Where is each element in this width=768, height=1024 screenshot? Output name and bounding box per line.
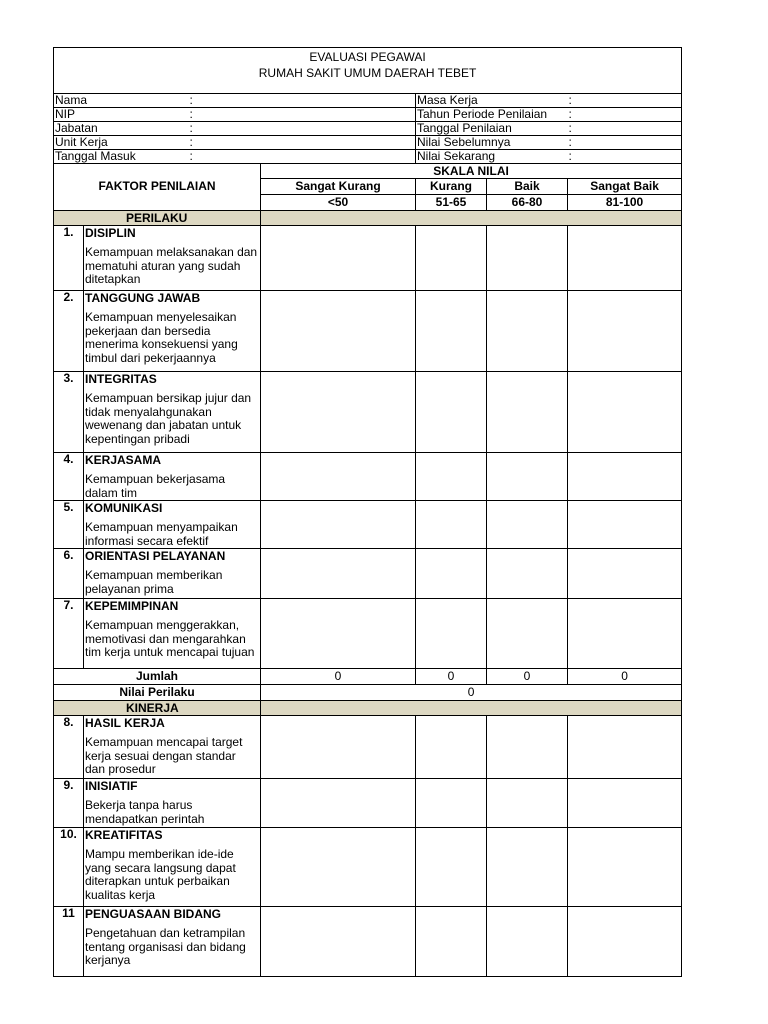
info-right-value[interactable]: : <box>568 94 682 108</box>
section-row-perilaku <box>54 211 682 226</box>
score-cell-kurang[interactable] <box>416 501 487 549</box>
info-right-label: Tahun Periode Penilaian <box>416 108 568 122</box>
section-label-kinerja: KINERJA <box>54 701 261 716</box>
score-cell-sangat-baik[interactable] <box>568 226 682 291</box>
criterion-row <box>54 291 682 372</box>
scale-level-name: Sangat Baik <box>568 179 682 195</box>
criterion-description: Kemampuan bekerjasama dalam tim <box>85 472 226 500</box>
criterion-row <box>54 226 682 291</box>
score-cell-kurang[interactable] <box>416 716 487 779</box>
info-row <box>54 122 682 136</box>
info-left-value[interactable]: : <box>189 136 416 150</box>
info-right-label: Nilai Sebelumnya <box>416 136 568 150</box>
score-cell-sangat-kurang[interactable] <box>261 907 416 977</box>
score-cell-sangat-baik[interactable] <box>568 291 682 372</box>
jumlah-value: 0 <box>261 669 416 685</box>
criterion-row <box>54 501 682 549</box>
score-cell-kurang[interactable] <box>416 226 487 291</box>
score-cell-kurang[interactable] <box>416 828 487 907</box>
criterion-description: Kemampuan mencapai target kerja sesuai dengan standar dan prosedur <box>85 735 243 776</box>
criterion-cell <box>84 549 261 599</box>
score-cell-sangat-kurang[interactable] <box>261 501 416 549</box>
score-cell-sangat-kurang[interactable] <box>261 453 416 501</box>
criterion-number: 5. <box>54 501 84 549</box>
criterion-row <box>54 907 682 977</box>
jumlah-value: 0 <box>568 669 682 685</box>
score-cell-baik[interactable] <box>487 779 568 828</box>
info-left-label: Tanggal Masuk <box>54 150 189 164</box>
criterion-number: 6. <box>54 549 84 599</box>
criterion-description: Kemampuan melaksanakan dan mematuhi aturan yang sudah ditetapkan <box>85 245 258 286</box>
skala-nilai-header: SKALA NILAI <box>261 164 682 179</box>
info-right-value[interactable]: : <box>568 108 682 122</box>
jumlah-label: Jumlah <box>54 669 261 685</box>
scale-level-name: Sangat Kurang <box>261 179 416 195</box>
nilai-perilaku-row <box>54 685 682 701</box>
scale-level-name: Baik <box>487 179 568 195</box>
criterion-cell <box>84 291 261 372</box>
nilai-perilaku-value: 0 <box>261 685 682 701</box>
criterion-row <box>54 779 682 828</box>
criterion-title: DISIPLIN <box>85 226 136 240</box>
info-right-value[interactable]: : <box>568 136 682 150</box>
criterion-number: 3. <box>54 372 84 453</box>
scale-level-range: 51-65 <box>416 195 487 211</box>
score-cell-sangat-baik[interactable] <box>568 716 682 779</box>
criterion-cell <box>84 453 261 501</box>
score-cell-kurang[interactable] <box>416 549 487 599</box>
score-cell-baik[interactable] <box>487 291 568 372</box>
score-cell-sangat-baik[interactable] <box>568 372 682 453</box>
form-subtitle: RUMAH SAKIT UMUM DAERAH TEBET <box>258 66 477 80</box>
info-right-label: Nilai Sekarang <box>416 150 568 164</box>
criterion-cell <box>84 779 261 828</box>
criterion-number: 9. <box>54 779 84 828</box>
criterion-number: 7. <box>54 599 84 669</box>
criterion-title: INISIATIF <box>85 779 138 793</box>
score-cell-kurang[interactable] <box>416 599 487 669</box>
criterion-title: ORIENTASI PELAYANAN <box>85 549 226 563</box>
scale-level-range: 66-80 <box>487 195 568 211</box>
scale-level-range: <50 <box>261 195 416 211</box>
score-cell-baik[interactable] <box>487 226 568 291</box>
score-cell-kurang[interactable] <box>416 907 487 977</box>
criterion-description: Kemampuan menggerakkan, memotivasi dan mengarahkan tim kerja untuk mencapai tujuan <box>85 618 255 659</box>
score-cell-sangat-kurang[interactable] <box>261 372 416 453</box>
info-row <box>54 136 682 150</box>
criterion-number: 2. <box>54 291 84 372</box>
score-cell-sangat-baik[interactable] <box>568 453 682 501</box>
info-right-value[interactable]: : <box>568 122 682 136</box>
criterion-title: TANGGUNG JAWAB <box>85 291 201 305</box>
score-cell-sangat-kurang[interactable] <box>261 599 416 669</box>
score-cell-sangat-kurang[interactable] <box>261 291 416 372</box>
criterion-description: Pengetahuan dan ketrampilan tentang organisasi dan bidang kerjanya <box>85 926 246 967</box>
info-left-value[interactable]: : <box>189 122 416 136</box>
info-left-value[interactable]: : <box>189 150 416 164</box>
criterion-title: INTEGRITAS <box>85 372 157 386</box>
score-cell-baik[interactable] <box>487 716 568 779</box>
info-right-label: Tanggal Penilaian <box>416 122 568 136</box>
criterion-row <box>54 549 682 599</box>
criterion-number: 4. <box>54 453 84 501</box>
criterion-description: Mampu memberikan ide-ide yang secara langsung dapat diterapkan untuk perbaikan kualitas kerja <box>85 847 236 902</box>
score-cell-sangat-baik[interactable] <box>568 599 682 669</box>
info-row <box>54 150 682 164</box>
info-left-label: NIP <box>54 108 189 122</box>
criterion-title: KERJASAMA <box>85 453 162 467</box>
criterion-description: Kemampuan bersikap jujur dan tidak menyalahgunakan wewenang dan jabatan untuk kepentingan pribadi <box>85 391 252 446</box>
score-cell-baik[interactable] <box>487 453 568 501</box>
info-left-value[interactable]: : <box>189 108 416 122</box>
info-row <box>54 108 682 122</box>
criterion-title: PENGUASAAN BIDANG <box>85 907 222 921</box>
criterion-title: HASIL KERJA <box>85 716 165 730</box>
criterion-cell <box>84 716 261 779</box>
score-cell-baik[interactable] <box>487 501 568 549</box>
criterion-description: Kemampuan memberikan pelayanan prima <box>85 568 223 596</box>
scale-header-row <box>54 164 682 179</box>
criterion-number: 8. <box>54 716 84 779</box>
score-cell-sangat-baik[interactable] <box>568 549 682 599</box>
criterion-number: 11 <box>54 907 84 977</box>
score-cell-sangat-kurang[interactable] <box>261 549 416 599</box>
score-cell-sangat-kurang[interactable] <box>261 779 416 828</box>
score-cell-baik[interactable] <box>487 549 568 599</box>
score-cell-sangat-baik[interactable] <box>568 501 682 549</box>
criterion-cell <box>84 501 261 549</box>
info-left-label: Nama <box>54 94 189 108</box>
score-cell-baik[interactable] <box>487 372 568 453</box>
info-left-label: Unit Kerja <box>54 136 189 150</box>
nilai-perilaku-label: Nilai Perilaku <box>54 685 261 701</box>
info-left-value[interactable]: : <box>189 94 416 108</box>
score-cell-sangat-kurang[interactable] <box>261 226 416 291</box>
criterion-row <box>54 599 682 669</box>
faktor-penilaian-header: FAKTOR PENILAIAN <box>54 164 261 211</box>
jumlah-value: 0 <box>416 669 487 685</box>
criterion-cell <box>84 907 261 977</box>
score-cell-sangat-baik[interactable] <box>568 779 682 828</box>
info-row <box>54 94 682 108</box>
info-right-label: Masa Kerja <box>416 94 568 108</box>
criterion-row <box>54 716 682 779</box>
score-cell-kurang[interactable] <box>416 372 487 453</box>
evaluation-form <box>53 47 681 977</box>
score-cell-baik[interactable] <box>487 828 568 907</box>
form-header-row <box>54 48 682 94</box>
jumlah-value: 0 <box>487 669 568 685</box>
section-filler <box>261 701 682 716</box>
section-filler <box>261 211 682 226</box>
criterion-description: Kemampuan menyelesaikan pekerjaan dan bersedia menerima konsekuensi yang timbul dari pekerjaannya <box>85 310 238 365</box>
criterion-title: KEPEMIMPINAN <box>85 599 179 613</box>
criterion-description: Bekerja tanpa harus mendapatkan perintah <box>85 798 205 826</box>
form-title: EVALUASI PEGAWAI <box>309 50 426 64</box>
score-cell-kurang[interactable] <box>416 453 487 501</box>
criterion-title: KREATIFITAS <box>85 828 163 842</box>
criterion-description: Kemampuan menyampaikan informasi secara efektif <box>85 520 238 548</box>
evaluation-table <box>53 47 682 977</box>
criterion-cell <box>84 828 261 907</box>
criterion-number: 10. <box>54 828 84 907</box>
criterion-title: KOMUNIKASI <box>85 501 163 515</box>
criterion-cell <box>84 372 261 453</box>
info-right-value[interactable]: : <box>568 150 682 164</box>
form-header <box>54 48 682 94</box>
criterion-cell <box>84 226 261 291</box>
score-cell-sangat-baik[interactable] <box>568 907 682 977</box>
section-row-kinerja <box>54 701 682 716</box>
criterion-row <box>54 453 682 501</box>
scale-level-name: Kurang <box>416 179 487 195</box>
criterion-cell <box>84 599 261 669</box>
score-cell-sangat-kurang[interactable] <box>261 716 416 779</box>
score-cell-baik[interactable] <box>487 599 568 669</box>
info-left-label: Jabatan <box>54 122 189 136</box>
criterion-row <box>54 372 682 453</box>
score-cell-kurang[interactable] <box>416 779 487 828</box>
score-cell-baik[interactable] <box>487 907 568 977</box>
score-cell-kurang[interactable] <box>416 291 487 372</box>
section-label-perilaku: PERILAKU <box>54 211 261 226</box>
score-cell-sangat-kurang[interactable] <box>261 828 416 907</box>
criterion-row <box>54 828 682 907</box>
jumlah-row <box>54 669 682 685</box>
score-cell-sangat-baik[interactable] <box>568 828 682 907</box>
criterion-number: 1. <box>54 226 84 291</box>
scale-level-range: 81-100 <box>568 195 682 211</box>
